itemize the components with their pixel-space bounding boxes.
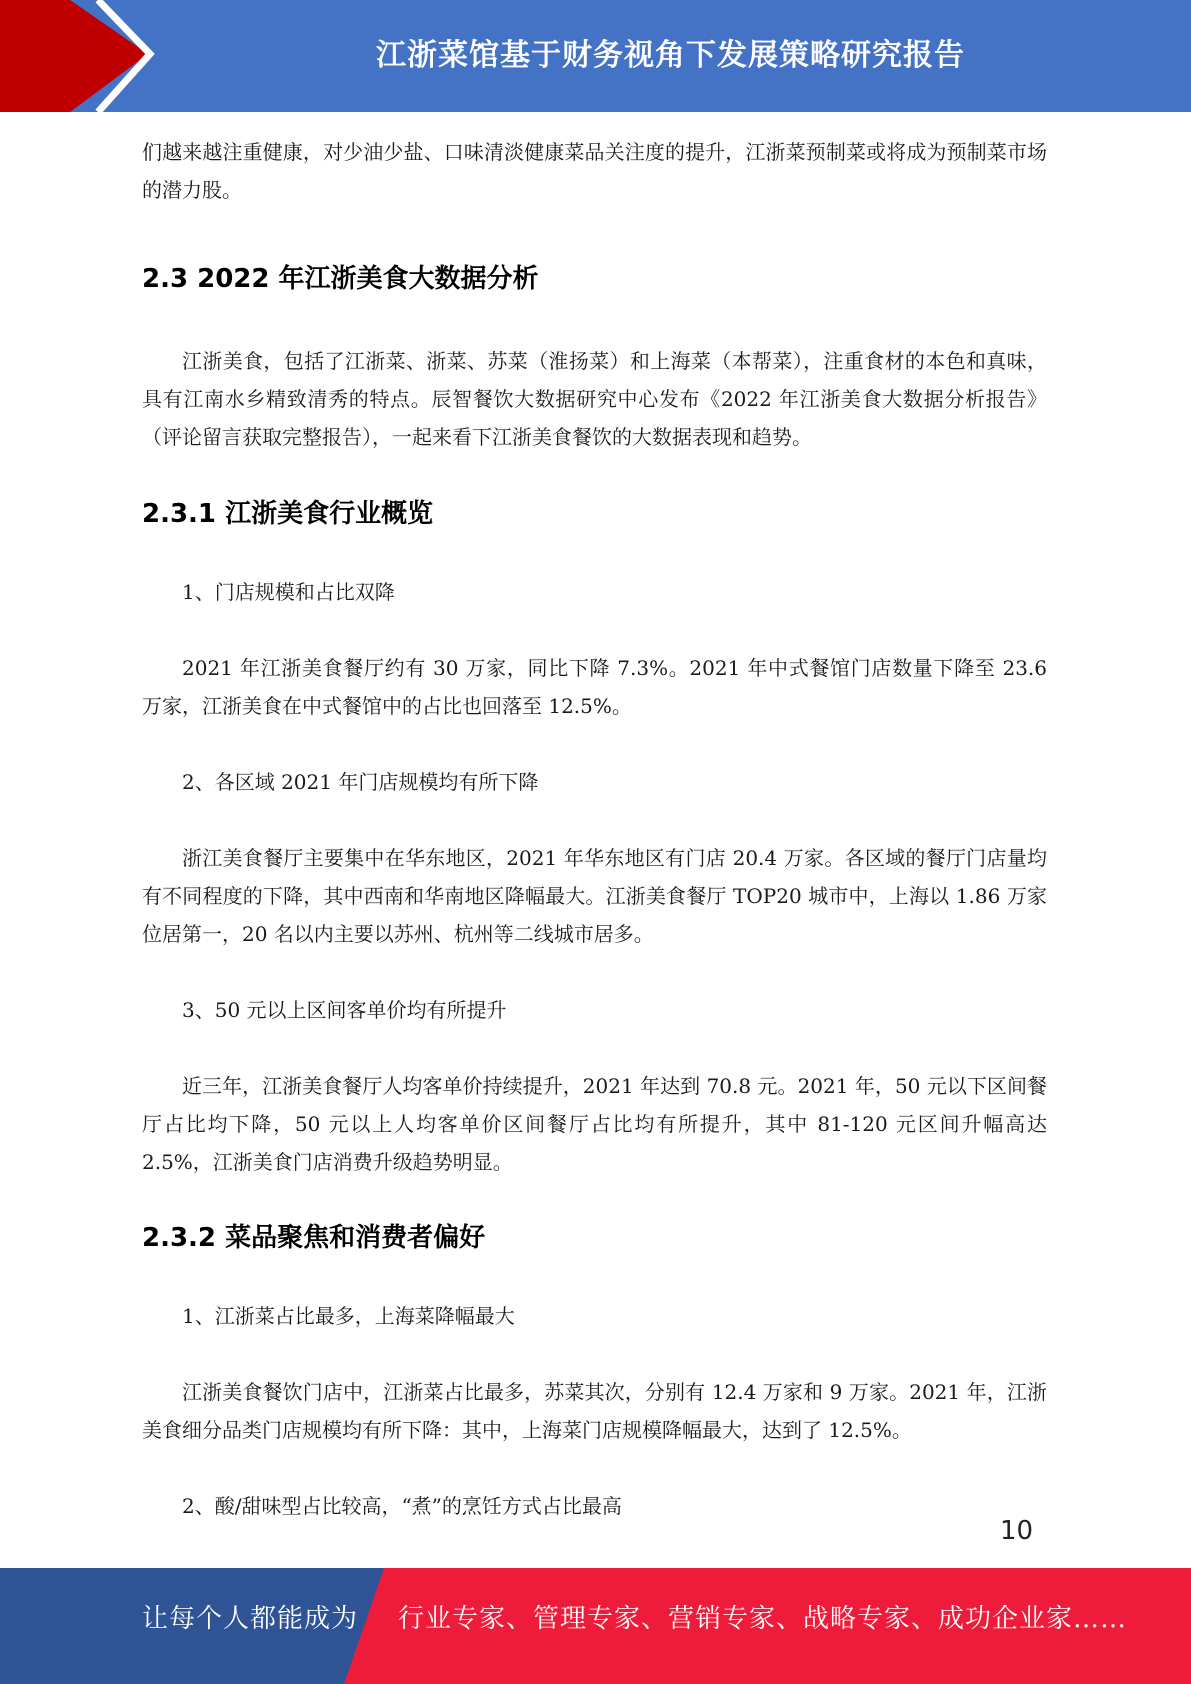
list-item-title: 2、各区域 2021 年门店规模均有所下降 <box>182 770 539 794</box>
paragraph-item4: 江浙美食餐饮门店中，江浙菜占比最多，苏菜其次，分别有 12.4 万家和 9 万家。2021 年，江浙美食细分品类门店规模均有所下降：其中，上海菜门店规模降幅最大，达到了 12.5%。 <box>142 1380 1047 1442</box>
section-heading-2-3-2: 2.3.2 菜品聚焦和消费者偏好 <box>142 1223 486 1253</box>
paragraph-item2: 浙江美食餐厅主要集中在华东地区，2021 年华东地区有门店 20.4 万家。各区域的餐厅门店量均有不同程度的下降，其中西南和华南地区降幅最大。江浙美食餐厅 TOP20 城市中，上海以 1.86 万家位居第一，20 名以内主要以苏州、杭州等二线城市居多。 <box>142 846 1047 946</box>
list-item-title: 1、门店规模和占比双降 <box>182 580 395 604</box>
list-item-title: 3、50 元以上区间客单价均有所提升 <box>182 998 507 1022</box>
section-heading-2-3: 2.3 2022 年江浙美食大数据分析 <box>142 264 539 294</box>
paragraph-item1: 2021 年江浙美食餐厅约有 30 万家，同比下降 7.3%。2021 年中式餐馆门店数量下降至 23.6 万家，江浙美食在中式餐馆中的占比也回落至 12.5%。 <box>142 656 1047 718</box>
footer-slogan-right: 行业专家、管理专家、营销专家、战略专家、成功企业家…… <box>398 1604 1128 1634</box>
page-number: 10 <box>1000 1516 1034 1546</box>
page-header <box>0 0 1191 112</box>
list-item-title: 1、江浙菜占比最多，上海菜降幅最大 <box>182 1304 515 1328</box>
footer-slogan-left: 让每个人都能成为 <box>142 1604 359 1634</box>
paragraph-intro: 江浙美食，包括了江浙菜、浙菜、苏菜（淮扬菜）和上海菜（本帮菜），注重食材的本色和真味，具有江南水乡精致清秀的特点。辰智餐饮大数据研究中心发布《2022 年江浙美食大数据分析报告》（评论留言获取完整报告），一起来看下江浙美食餐饮的大数据表现和趋势。 <box>142 349 1047 449</box>
paragraph-continued: 们越来越注重健康，对少油少盐、口味清淡健康菜品关注度的提升，江浙菜预制菜或将成为预制菜市场的潜力股。 <box>142 140 1047 202</box>
page-footer <box>0 1568 1191 1684</box>
list-item-title: 2、酸/甜味型占比较高，“煮”的烹饪方式占比最高 <box>182 1494 622 1518</box>
section-heading-2-3-1: 2.3.1 江浙美食行业概览 <box>142 499 434 529</box>
paragraph-item3: 近三年，江浙美食餐厅人均客单价持续提升，2021 年达到 70.8 元。2021 年，50 元以下区间餐厅占比均下降，50 元以上人均客单价区间餐厅占比均有所提升，其中 81-120 元区间升幅高达 2.5%，江浙美食门店消费升级趋势明显。 <box>142 1074 1047 1174</box>
header-title: 江浙菜馆基于财务视角下发展策略研究报告 <box>376 38 965 73</box>
